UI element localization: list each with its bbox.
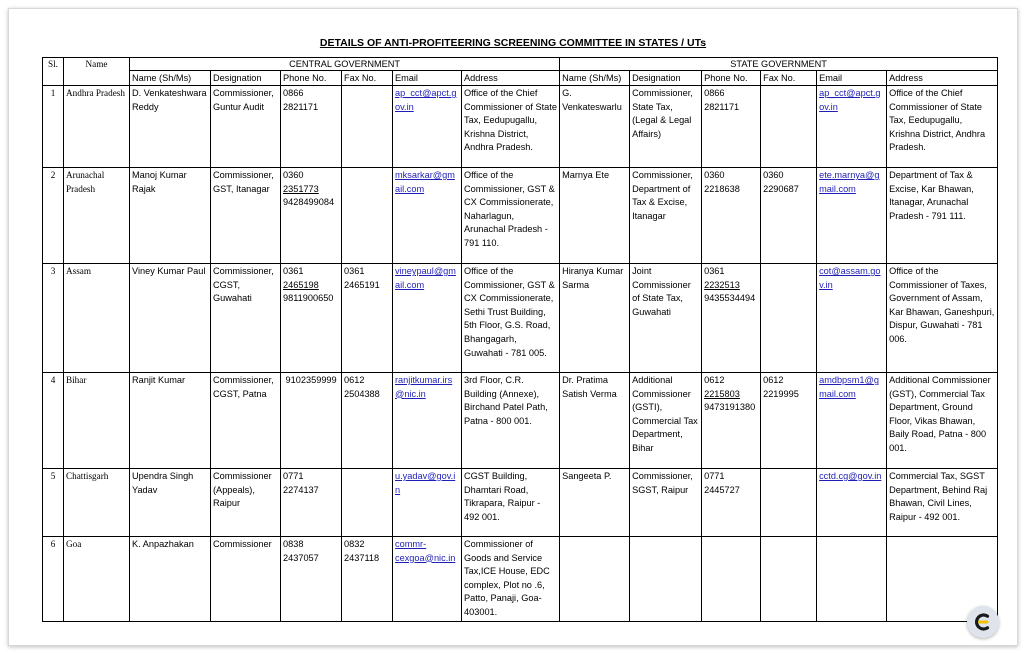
state-email-cell [817, 86, 887, 168]
central-email-cell [393, 168, 462, 264]
central-address-cell: Office of the Chief Commissioner of State Tax, Eedupugallu, Krishna District, Andhra Pradesh. [462, 86, 560, 168]
table-row [43, 264, 998, 373]
header-central-address: Address [462, 71, 560, 86]
central-designation-cell: Commissioner [211, 537, 281, 622]
central-phone-cell [281, 86, 342, 168]
sl-cell: 1 [43, 86, 64, 168]
phone-line: 0360 [704, 170, 725, 180]
sl-cell: 5 [43, 469, 64, 537]
fax-line: 0612 [344, 375, 365, 385]
phone-line: 2821171 [704, 101, 740, 112]
phone-line: 0771 [283, 471, 304, 481]
committee-table [42, 57, 998, 622]
email-link[interactable]: commr-cexgoa@nic.in [395, 539, 456, 563]
state-address-cell: Office of the Commissioner of Taxes, Government of Assam, Kar Bhawan, Ganeshpuri, Dispur, Guwahati - 781 006. [887, 264, 998, 373]
header-state-address: Address [887, 71, 998, 86]
central-address-cell: Commissioner of Goods and Service Tax,ICE House, EDC complex, Plot no .6, Patto, Panaji, Goa-403001. [462, 537, 560, 622]
table-row [43, 537, 998, 622]
fax-line: 0360 [763, 170, 784, 180]
email-link[interactable]: cctd.cg@gov.in [819, 471, 882, 481]
state-phone-cell [702, 373, 761, 469]
central-designation-cell: Commissioner (Appeals), Raipur [211, 469, 281, 537]
header-central-fax: Fax No. [342, 71, 393, 86]
central-email-cell [393, 537, 462, 622]
phone-line: 9435534494 [704, 293, 756, 304]
email-link[interactable]: ete.marnya@gmail.com [819, 170, 880, 194]
email-link[interactable]: cot@assam.gov.in [819, 266, 881, 290]
central-email-cell [393, 469, 462, 537]
header-central-government: CENTRAL GOVERNMENT [130, 58, 560, 71]
state-name-cell: Bihar [64, 373, 130, 469]
central-phone-cell [281, 469, 342, 537]
state-address-cell: Department of Tax & Excise, Kar Bhawan, Itanagar, Arunachal Pradesh - 791 111. [887, 168, 998, 264]
central-address-cell: Office of the Commissioner, GST & CX Commissionerate, Naharlagun, Arunachal Pradesh - 791 110. [462, 168, 560, 264]
table-row [43, 469, 998, 537]
sl-cell: 4 [43, 373, 64, 469]
central-email-cell [393, 86, 462, 168]
central-name-cell: Viney Kumar Paul [130, 264, 211, 373]
state-officer-name-cell [560, 537, 630, 622]
email-link[interactable]: ranjitkumar.irs@nic.in [395, 375, 453, 399]
phone-line: 0866 [283, 88, 304, 98]
phone-line: 9811900650 [283, 293, 334, 304]
phone-line: 9102359999 [283, 375, 337, 385]
phone-line: 9428499084 [283, 197, 335, 208]
state-name-cell: Assam [64, 264, 130, 373]
phone-line: 2274137 [283, 484, 319, 495]
sl-cell: 6 [43, 537, 64, 622]
phone-line: 2465198 [283, 279, 319, 290]
fax-line: 0832 [344, 539, 365, 549]
phone-line: 2437057 [283, 552, 319, 563]
header-state-email: Email [817, 71, 887, 86]
email-link[interactable]: amdbpsm1@gmail.com [819, 375, 879, 399]
phone-line: 2218638 [704, 183, 740, 194]
central-fax-cell [342, 264, 393, 373]
state-designation-cell: Commissioner, Department of Tax & Excise, Itanagar [630, 168, 702, 264]
document-title: DETAILS OF ANTI-PROFITEERING SCREENING COMMITTEE IN STATES / UTs [319, 37, 707, 49]
state-phone-cell [702, 264, 761, 373]
header-central-phone: Phone No. [281, 71, 342, 86]
phone-line: 2215803 [704, 388, 740, 399]
translate-widget-icon [972, 611, 994, 633]
email-link[interactable]: mksarkar@gmail.com [395, 170, 455, 194]
central-fax-cell [342, 168, 393, 264]
header-central-designation: Designation [211, 71, 281, 86]
central-address-cell: Office of the Commissioner, GST & CX Commissionerate, Sethi Trust Building, 5th Floor, G.S. Road, Bhangagarh, Guwahati - 781 005. [462, 264, 560, 373]
state-designation-cell [630, 537, 702, 622]
email-link[interactable]: ap_cct@apct.gov.in [819, 88, 881, 112]
central-designation-cell: Commissioner, Guntur Audit [211, 86, 281, 168]
state-name-cell: Goa [64, 537, 130, 622]
central-email-cell [393, 264, 462, 373]
central-phone-cell [281, 168, 342, 264]
header-central-email: Email [393, 71, 462, 86]
fax-line: 2290687 [763, 183, 799, 194]
central-phone-cell [281, 373, 342, 469]
phone-line: 0361 [283, 266, 304, 276]
state-name-cell: Andhra Pradesh [64, 86, 130, 168]
central-name-cell: Manoj Kumar Rajak [130, 168, 211, 264]
central-name-cell: K. Anpazhakan [130, 537, 211, 622]
email-link[interactable]: u.yadav@gov.in [395, 471, 456, 495]
central-name-cell: D. Venkateshwara Reddy [130, 86, 211, 168]
state-designation-cell: Commissioner, State Tax, (Legal & Legal Affairs) [630, 86, 702, 168]
phone-line: 2445727 [704, 484, 740, 495]
state-name-cell: Chattisgarh [64, 469, 130, 537]
state-officer-name-cell: Dr. Pratima Satish Verma [560, 373, 630, 469]
central-designation-cell: Commissioner, CGST, Patna [211, 373, 281, 469]
central-fax-cell [342, 469, 393, 537]
state-fax-cell [761, 168, 817, 264]
email-link[interactable]: vineypaul@gmail.com [395, 266, 456, 290]
state-email-cell [817, 373, 887, 469]
table-row [43, 168, 998, 264]
state-phone-cell [702, 469, 761, 537]
state-fax-cell [761, 86, 817, 168]
state-designation-cell: Joint Commissioner of State Tax, Guwahati [630, 264, 702, 373]
phone-line: 0612 [704, 375, 725, 385]
phone-line: 0866 [704, 88, 725, 98]
state-address-cell: Office of the Chief Commissioner of State Tax, Eedupugallu, Krishna District, Andhra Pradesh. [887, 86, 998, 168]
header-central-name: Name (Sh/Ms) [130, 71, 211, 86]
state-officer-name-cell: Hiranya Kumar Sarma [560, 264, 630, 373]
fax-line: 0612 [763, 375, 784, 385]
phone-line: 9473191380 [704, 402, 756, 413]
state-email-cell [817, 537, 887, 622]
state-fax-cell [761, 373, 817, 469]
central-fax-cell [342, 537, 393, 622]
state-officer-name-cell: Marnya Ete [560, 168, 630, 264]
central-phone-cell [281, 537, 342, 622]
phone-line: 0360 [283, 170, 304, 180]
email-link[interactable]: ap_cct@apct.gov.in [395, 88, 457, 112]
table-row [43, 86, 998, 168]
state-address-cell: Additional Commissioner (GST), Commercial Tax Department, Ground Floor, Vikas Bhawan, Baily Road, Patna - 800 001. [887, 373, 998, 469]
state-officer-name-cell: G. Venkateswarlu [560, 86, 630, 168]
state-designation-cell: Additional Commissioner (GSTI), Commercial Tax Department, Bihar [630, 373, 702, 469]
sl-cell: 3 [43, 264, 64, 373]
phone-line: 0838 [283, 539, 304, 549]
phone-line: 0771 [704, 471, 725, 481]
fax-line: 2437118 [344, 552, 380, 563]
translate-widget-button[interactable] [967, 606, 999, 638]
header-state-government: STATE GOVERNMENT [560, 58, 998, 71]
header-group-row [43, 58, 998, 71]
fax-line: 0361 [344, 266, 365, 276]
header-sl: Sl. [43, 58, 64, 86]
state-email-cell [817, 469, 887, 537]
central-fax-cell [342, 86, 393, 168]
phone-line: 2351773 [283, 183, 319, 194]
phone-line: 2821171 [283, 101, 319, 112]
state-officer-name-cell: Sangeeta P. [560, 469, 630, 537]
central-name-cell: Ranjit Kumar [130, 373, 211, 469]
fax-line: 2219995 [763, 388, 799, 399]
header-state-name: Name (Sh/Ms) [560, 71, 630, 86]
state-fax-cell [761, 264, 817, 373]
central-designation-cell: Commissioner, CGST, Guwahati [211, 264, 281, 373]
central-phone-cell [281, 264, 342, 373]
state-fax-cell [761, 537, 817, 622]
state-email-cell [817, 264, 887, 373]
fax-line: 2465191 [344, 279, 380, 290]
central-email-cell [393, 373, 462, 469]
header-column-row [43, 71, 998, 86]
state-phone-cell [702, 168, 761, 264]
central-address-cell: CGST Building, Dhamtari Road, Tikrapara, Raipur - 492 001. [462, 469, 560, 537]
header-state-fax: Fax No. [761, 71, 817, 86]
state-email-cell [817, 168, 887, 264]
central-address-cell: 3rd Floor, C.R. Building (Annexe), Birchand Patel Path, Patna - 800 001. [462, 373, 560, 469]
phone-line: 2232513 [704, 279, 740, 290]
central-name-cell: Upendra Singh Yadav [130, 469, 211, 537]
central-fax-cell [342, 373, 393, 469]
document-page [8, 8, 1018, 646]
central-designation-cell: Commissioner, GST, Itanagar [211, 168, 281, 264]
header-state-designation: Designation [630, 71, 702, 86]
table-row [43, 373, 998, 469]
state-name-cell: Arunachal Pradesh [64, 168, 130, 264]
fax-line: 2504388 [344, 388, 380, 399]
header-name: Name [64, 58, 130, 86]
phone-line: 0361 [704, 266, 725, 276]
state-designation-cell: Commissioner, SGST, Raipur [630, 469, 702, 537]
state-fax-cell [761, 469, 817, 537]
state-phone-cell [702, 86, 761, 168]
header-state-phone: Phone No. [702, 71, 761, 86]
state-address-cell: Commercial Tax, SGST Department, Behind Raj Bhawan, Civil Lines, Raipur - 492 001. [887, 469, 998, 537]
sl-cell: 2 [43, 168, 64, 264]
state-phone-cell [702, 537, 761, 622]
